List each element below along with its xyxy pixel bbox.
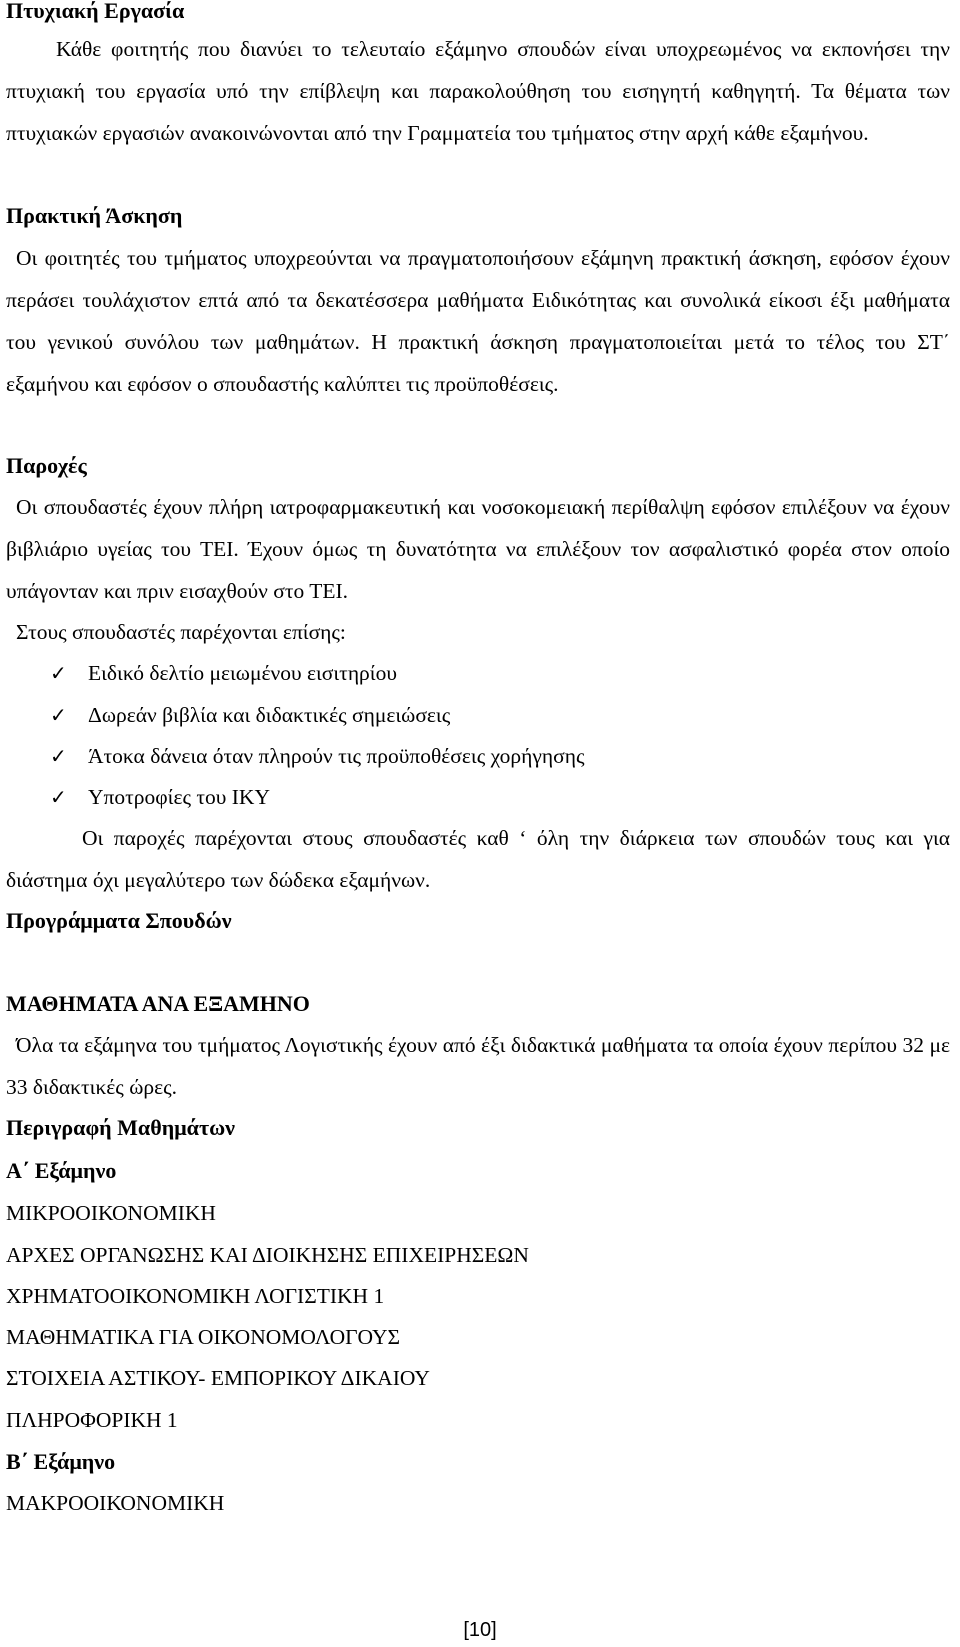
internship-paragraph (6, 237, 950, 405)
thesis-paragraph (6, 28, 950, 154)
benefits-closing-text: Οι παροχές παρέχονται στους σπουδαστές καθ ‘ όλη την διάρκεια των σπουδών τους και για διάστημα όχι μεγαλύτερο των δώδεκα εξαμήνων. (6, 826, 950, 892)
checkmark-icon: ✓ (50, 744, 67, 768)
course-item: ΑΡΧΕΣ ΟΡΓΑΝΩΣΗΣ ΚΑΙ ΔΙΟΙΚΗΣΗΣ ΕΠΙΧΕΙΡΗΣΕΩΝ (6, 1243, 529, 1267)
semester-a-heading: Α΄ Εξάμηνο (6, 1158, 117, 1183)
checkmark-icon: ✓ (50, 785, 67, 809)
course-item: ΜΑΚΡΟΟΙΚΟΝΟΜΙΚΗ (6, 1491, 225, 1515)
semester-courses-paragraph (6, 1024, 950, 1108)
programs-heading: Προγράμματα Σπουδών (6, 908, 232, 933)
internship-heading: Πρακτική Άσκηση (6, 203, 183, 228)
benefits-paragraph (6, 486, 950, 612)
internship-text: Οι φοιτητές του τμήματος υποχρεούνται να πραγματοποιήσουν εξάμηνη πρακτική άσκηση, εφόσον έχουν περάσει τουλάχιστον επτά από τα δεκατέσσερα μαθήματα Ειδικότητας και συνολικά είκοσι έξι μαθήματα του γενικού συνόλου των μαθημάτων. Η πρακτική άσκηση πραγματοποιείται μετά το τέλος του ΣΤ΄ εξαμήνου και εφόσον ο σπουδαστής καλύπτει τις προϋποθέσεις. (6, 246, 950, 396)
benefits-text: Οι σπουδαστές έχουν πλήρη ιατροφαρμακευτική και νοσοκομειακή περίθαλψη εφόσον επιλέξουν να έχουν βιβλιάριο υγείας του ΤΕΙ. Έχουν όμως τη δυνατότητα να επιλέξουν τον ασφαλιστικό φορέα στον οποίο υπάγονταν και πριν εισαχθούν στο ΤΕΙ. (6, 495, 950, 603)
semester-courses-text: Όλα τα εξάμηνα του τμήματος Λογιστικής έχουν από έξι διδακτικά μαθήματα τα οποία έχουν περίπου 32 με 33 διδακτικές ώρες. (6, 1033, 950, 1099)
course-item: ΧΡΗΜΑΤΟΟΙΚΟΝΟΜΙΚΗ ΛΟΓΙΣΤΙΚΗ 1 (6, 1284, 385, 1308)
semester-courses-heading: ΜΑΘΗΜΑΤΑ ΑΝΑ ΕΞΑΜΗΝΟ (6, 991, 310, 1016)
benefit-item (50, 786, 270, 808)
benefits-heading: Παροχές (6, 453, 87, 478)
benefit-item-label: Άτοκα δάνεια όταν πληρούν τις προϋποθέσεις χορήγησης (88, 744, 585, 768)
course-item: ΜΙΚΡΟΟΙΚΟΝΟΜΙΚΗ (6, 1201, 216, 1225)
checkmark-icon: ✓ (50, 703, 67, 727)
semester-b-heading: Β΄ Εξάμηνο (6, 1449, 116, 1474)
benefit-item-label: Δωρεάν βιβλία και διδακτικές σημειώσεις (88, 703, 451, 727)
benefits-intro: Στους σπουδαστές παρέχονται επίσης: (16, 620, 346, 644)
course-description-heading: Περιγραφή Μαθημάτων (6, 1115, 235, 1140)
checkmark-icon: ✓ (50, 661, 67, 685)
benefits-closing-paragraph (6, 817, 950, 901)
course-item: ΣΤΟΙΧΕΙΑ ΑΣΤΙΚΟΥ- ΕΜΠΟΡΙΚΟΥ ΔΙΚΑΙΟΥ (6, 1366, 430, 1390)
course-item: ΠΛΗΡΟΦΟΡΙΚΗ 1 (6, 1408, 178, 1432)
benefit-item (50, 704, 450, 726)
thesis-heading: Πτυχιακή Εργασία (6, 0, 185, 23)
benefit-item-label: Υποτροφίες του ΙΚΥ (88, 785, 270, 809)
page-number: [10] (463, 1619, 497, 1641)
benefit-item-label: Ειδικό δελτίο μειωμένου εισιτηρίου (88, 661, 397, 685)
thesis-text: Κάθε φοιτητής που διανύει το τελευταίο εξάμηνο σπουδών είναι υποχρεωμένος να εκπονήσει την πτυχιακή του εργασία υπό την επίβλεψη και παρακολούθηση του εισηγητή καθηγητή. Τα θέματα των πτυχιακών εργασιών ανακοινώνονται από την Γραμματεία του τμήματος στην αρχή κάθε εξαμήνου. (6, 37, 950, 145)
course-item: ΜΑΘΗΜΑΤΙΚΑ ΓΙΑ ΟΙΚΟΝΟΜΟΛΟΓΟΥΣ (6, 1325, 401, 1349)
benefit-item (50, 745, 584, 767)
benefit-item (50, 662, 397, 684)
